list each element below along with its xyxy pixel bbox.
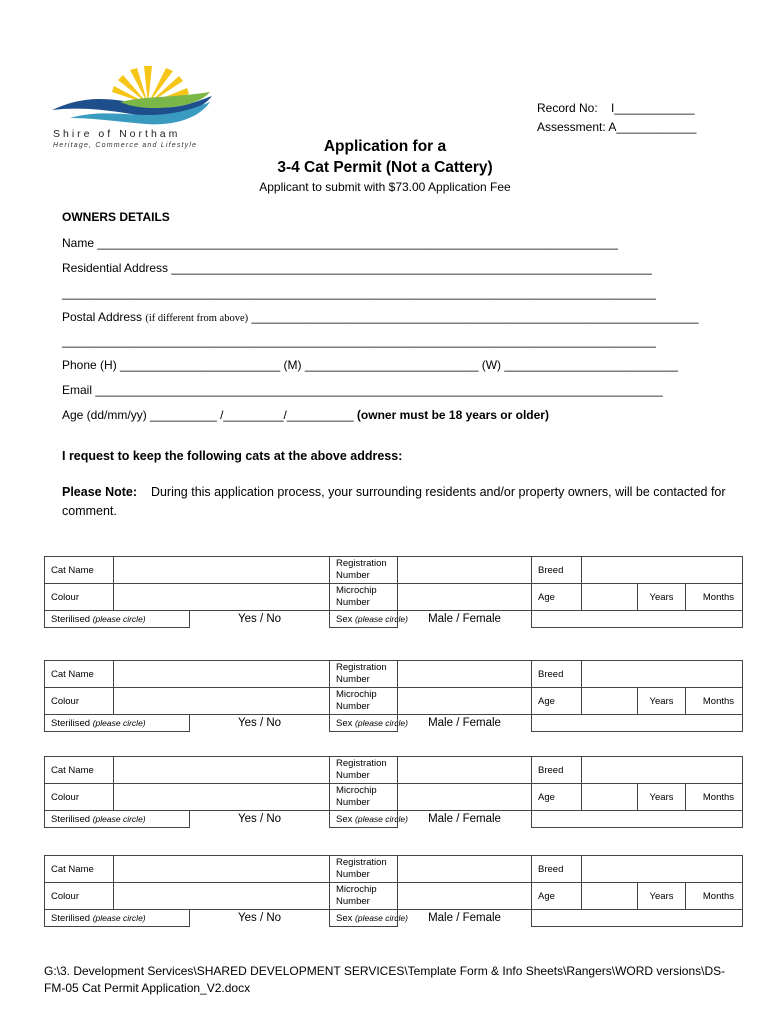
breed-label: Breed: [532, 856, 582, 883]
assessment-label: Assessment:: [537, 120, 606, 134]
postal-address-line2[interactable]: _________________________________________________________________________________________: [62, 334, 656, 348]
sterilised-label: Sterilised (please circle): [45, 611, 190, 628]
age-label: Age: [532, 584, 582, 611]
residential-address-field[interactable]: Residential Address ________________________________________________________________________: [62, 261, 652, 275]
months-label: Months: [686, 883, 743, 910]
cat-table-2: [44, 660, 743, 732]
years-label: Years: [638, 584, 686, 611]
empty-cell: [532, 910, 743, 927]
breed-label: Breed: [532, 557, 582, 584]
form-title-line1: Application for a: [323, 138, 447, 155]
breed-input[interactable]: [582, 557, 743, 584]
sterilised-yes-no[interactable]: Yes / No: [237, 813, 282, 826]
years-input[interactable]: [582, 688, 638, 715]
residential-address-line2[interactable]: _________________________________________________________________________________________: [62, 286, 656, 300]
cat-name-label: Cat Name: [45, 856, 114, 883]
document-path-footer: G:\3. Development Services\SHARED DEVELOPMENT SERVICES\Template Form & Info Sheets\Rangers\WORD versions\DS-FM-05 Cat Permit Application_V2.docx: [44, 964, 726, 995]
sterilised-label: Sterilised (please circle): [45, 715, 190, 732]
microchip-number-input[interactable]: [398, 688, 532, 715]
colour-label: Colour: [45, 584, 114, 611]
record-field[interactable]: I____________: [611, 101, 695, 115]
microchip-number-input[interactable]: [398, 584, 532, 611]
record-number: [537, 101, 694, 115]
years-input[interactable]: [582, 584, 638, 611]
microchip-number-label: Microchip Number: [330, 688, 398, 715]
cat-name-label: Cat Name: [45, 557, 114, 584]
colour-label: Colour: [45, 883, 114, 910]
microchip-number-label: Microchip Number: [330, 784, 398, 811]
sterilised-label: Sterilised (please circle): [45, 910, 190, 927]
years-input[interactable]: [582, 784, 638, 811]
sex-label: Sex (please circle): [330, 811, 398, 828]
sex-male-female[interactable]: Male / Female: [428, 613, 501, 626]
colour-label: Colour: [45, 688, 114, 715]
postal-note: (if different from above): [145, 313, 249, 324]
age-label[interactable]: Age (dd/mm/yy) __________ /_________/__________: [62, 408, 354, 422]
age-field[interactable]: [62, 408, 549, 422]
sex-male-female[interactable]: Male / Female: [428, 813, 501, 826]
empty-cell: [532, 715, 743, 732]
age-label: Age: [532, 784, 582, 811]
registration-number-input[interactable]: [398, 557, 532, 584]
note-label: Please Note:: [62, 485, 138, 499]
sterilised-yes-no[interactable]: Yes / No: [237, 912, 282, 925]
cat-name-label: Cat Name: [45, 661, 114, 688]
name-field[interactable]: Name ______________________________________________________________________________: [62, 236, 618, 250]
sex-male-female[interactable]: Male / Female: [428, 912, 501, 925]
postal-address-field[interactable]: [62, 310, 699, 324]
form-title-line2: 3-4 Cat Permit (Not a Cattery): [277, 159, 493, 176]
registration-number-label: Registration Number: [330, 557, 398, 584]
owners-heading: OWNERS DETAILS: [62, 210, 170, 224]
years-input[interactable]: [582, 883, 638, 910]
phone-field[interactable]: Phone (H) ________________________ (M) __________________________ (W) __________________________: [62, 358, 678, 372]
microchip-number-input[interactable]: [398, 883, 532, 910]
assessment-number: [537, 120, 696, 134]
postal-line[interactable]: ___________________________________________________________________: [251, 310, 699, 324]
logo-tagline: Heritage, Commerce and Lifestyle: [53, 142, 198, 149]
months-label: Months: [686, 584, 743, 611]
sterilised-label: Sterilised (please circle): [45, 811, 190, 828]
empty-cell: [532, 611, 743, 628]
registration-number-input[interactable]: [398, 757, 532, 784]
breed-label: Breed: [532, 757, 582, 784]
cat-table-4: [44, 855, 743, 927]
registration-number-input[interactable]: [398, 856, 532, 883]
age-note: (owner must be 18 years or older): [356, 408, 549, 422]
cat-name-input[interactable]: [114, 661, 330, 688]
colour-input[interactable]: [114, 883, 330, 910]
cat-name-label: Cat Name: [45, 757, 114, 784]
breed-input[interactable]: [582, 757, 743, 784]
sex-label: Sex (please circle): [330, 715, 398, 732]
registration-number-label: Registration Number: [330, 661, 398, 688]
age-label: Age: [532, 883, 582, 910]
cat-name-input[interactable]: [114, 757, 330, 784]
please-note: [62, 483, 732, 521]
registration-number-label: Registration Number: [330, 757, 398, 784]
sex-label: Sex (please circle): [330, 611, 398, 628]
colour-input[interactable]: [114, 688, 330, 715]
form-subtitle: Applicant to submit with $73.00 Application Fee: [259, 180, 511, 194]
breed-input[interactable]: [582, 661, 743, 688]
breed-label: Breed: [532, 661, 582, 688]
postal-label: Postal Address: [62, 310, 143, 324]
record-label: Record No:: [537, 101, 598, 115]
years-label: Years: [638, 883, 686, 910]
microchip-number-label: Microchip Number: [330, 584, 398, 611]
cat-name-input[interactable]: [114, 557, 330, 584]
microchip-number-input[interactable]: [398, 784, 532, 811]
colour-input[interactable]: [114, 584, 330, 611]
logo-name: Shire of Northam: [53, 128, 181, 140]
breed-input[interactable]: [582, 856, 743, 883]
microchip-number-label: Microchip Number: [330, 883, 398, 910]
sterilised-yes-no[interactable]: Yes / No: [237, 717, 282, 730]
sterilised-yes-no[interactable]: Yes / No: [237, 613, 282, 626]
assessment-field[interactable]: A____________: [608, 120, 697, 134]
years-label: Years: [638, 688, 686, 715]
email-field[interactable]: Email _____________________________________________________________________________________: [62, 383, 663, 397]
note-text: During this application process, your surrounding residents and/or property owners, will be contacted for comment.: [62, 485, 726, 518]
registration-number-input[interactable]: [398, 661, 532, 688]
years-label: Years: [638, 784, 686, 811]
request-statement: I request to keep the following cats at the above address:: [62, 449, 403, 463]
months-label: Months: [686, 688, 743, 715]
sex-male-female[interactable]: Male / Female: [428, 717, 501, 730]
empty-cell: [532, 811, 743, 828]
registration-number-label: Registration Number: [330, 856, 398, 883]
cat-table-1: [44, 556, 743, 628]
sun-wave-icon: [50, 62, 215, 132]
cat-name-input[interactable]: [114, 856, 330, 883]
cat-table-3: [44, 756, 743, 828]
colour-label: Colour: [45, 784, 114, 811]
months-label: Months: [686, 784, 743, 811]
age-label: Age: [532, 688, 582, 715]
sex-label: Sex (please circle): [330, 910, 398, 927]
colour-input[interactable]: [114, 784, 330, 811]
